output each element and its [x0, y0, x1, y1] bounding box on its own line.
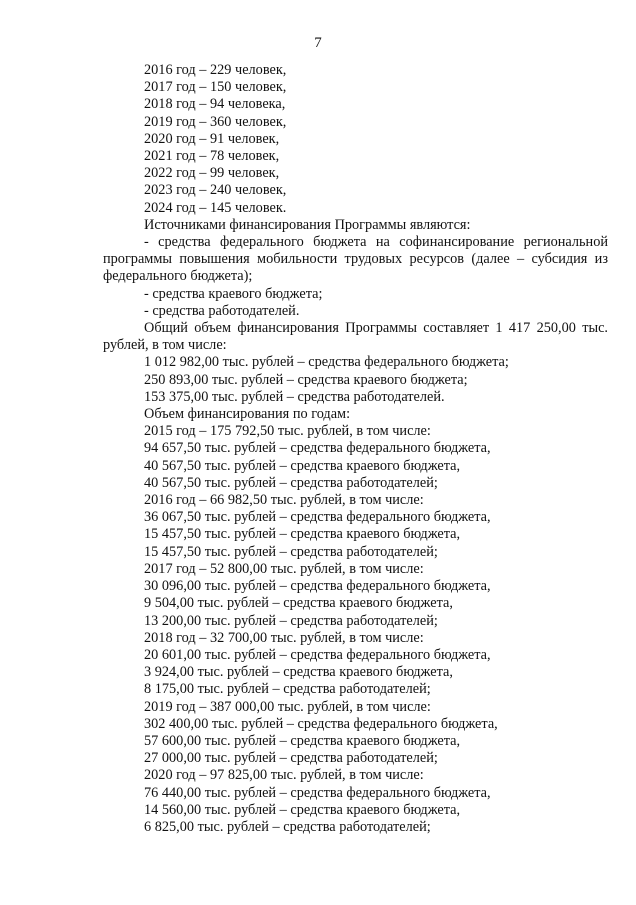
paragraph-federal-source: - средства федерального бюджета на софинансирование региональной программы повышения мобильности трудовых ресурсов (далее – субсидия из федерального бюджета); — [103, 234, 608, 285]
text-line: 30 096,00 тыс. рублей – средства федерального бюджета, — [144, 578, 491, 595]
text-line: - средства работодателей. — [144, 302, 300, 319]
text-line: 2017 год – 150 человек, — [144, 79, 287, 96]
page-number: 7 — [314, 35, 322, 51]
text-line: 76 440,00 тыс. рублей – средства федерального бюджета, — [144, 784, 491, 801]
text-line: Источниками финансирования Программы являются: — [144, 216, 471, 233]
text-line: 302 400,00 тыс. рублей – средства федерального бюджета, — [144, 715, 498, 732]
text-line: 2016 год – 229 человек, — [144, 62, 287, 78]
text-line: 2019 год – 387 000,00 тыс. рублей, в том числе: — [144, 698, 431, 715]
text-line: 2017 год – 52 800,00 тыс. рублей, в том числе: — [144, 560, 424, 577]
text-line: Объем финансирования по годам: — [144, 406, 351, 423]
text-line: 2015 год – 175 792,50 тыс. рублей, в том числе: — [144, 423, 431, 440]
text-line: 14 560,00 тыс. рублей – средства краевого бюджета, — [144, 801, 461, 818]
text-line: 2024 год – 145 человек. — [144, 199, 287, 216]
text-line: 2019 год – 360 человек, — [144, 113, 287, 130]
text-line: 27 000,00 тыс. рублей – средства работодателей; — [144, 750, 438, 767]
text-line: 2020 год – 97 825,00 тыс. рублей, в том числе: — [144, 767, 424, 784]
text-line: 6 825,00 тыс. рублей – средства работодателей; — [144, 818, 431, 835]
text-line: 20 601,00 тыс. рублей – средства федерального бюджета, — [144, 646, 491, 663]
text-line: 57 600,00 тыс. рублей – средства краевого бюджета, — [144, 732, 461, 749]
text-line: 2018 год – 32 700,00 тыс. рублей, в том числе: — [144, 629, 424, 646]
text-line: 153 375,00 тыс. рублей – средства работодателей. — [144, 388, 445, 405]
text-line: 13 200,00 тыс. рублей – средства работодателей; — [144, 612, 438, 629]
text-line: 250 893,00 тыс. рублей – средства краевого бюджета; — [144, 371, 468, 388]
text-line: 2022 год – 99 человек, — [144, 165, 280, 182]
text-line: 15 457,50 тыс. рублей – средства работодателей; — [144, 543, 438, 560]
text-line: 40 567,50 тыс. рублей – средства работодателей; — [144, 474, 438, 491]
text-line: 8 175,00 тыс. рублей – средства работодателей; — [144, 681, 431, 698]
text-line: 15 457,50 тыс. рублей – средства краевого бюджета, — [144, 526, 461, 543]
paragraph-total-financing: Общий объем финансирования Программы составляет 1 417 250,00 тыс. рублей, в том числе: — [103, 320, 608, 354]
text-line: 9 504,00 тыс. рублей – средства краевого бюджета, — [144, 595, 453, 612]
document-body — [103, 62, 608, 836]
text-line: 2023 год – 240 человек, — [144, 182, 287, 199]
text-line: 2016 год – 66 982,50 тыс. рублей, в том числе: — [144, 492, 424, 509]
text-line: 40 567,50 тыс. рублей – средства краевого бюджета, — [144, 457, 461, 474]
text-line: 2018 год – 94 человека, — [144, 96, 286, 113]
text-line: - средства краевого бюджета; — [144, 285, 323, 302]
text-line: 2021 год – 78 человек, — [144, 148, 280, 165]
text-line: 3 924,00 тыс. рублей – средства краевого бюджета, — [144, 664, 453, 681]
text-line: 2020 год – 91 человек, — [144, 130, 280, 147]
text-line: 94 657,50 тыс. рублей – средства федерального бюджета, — [144, 440, 491, 457]
text-line: 1 012 982,00 тыс. рублей – средства федерального бюджета; — [144, 354, 509, 371]
text-line: 36 067,50 тыс. рублей – средства федерального бюджета, — [144, 509, 491, 526]
